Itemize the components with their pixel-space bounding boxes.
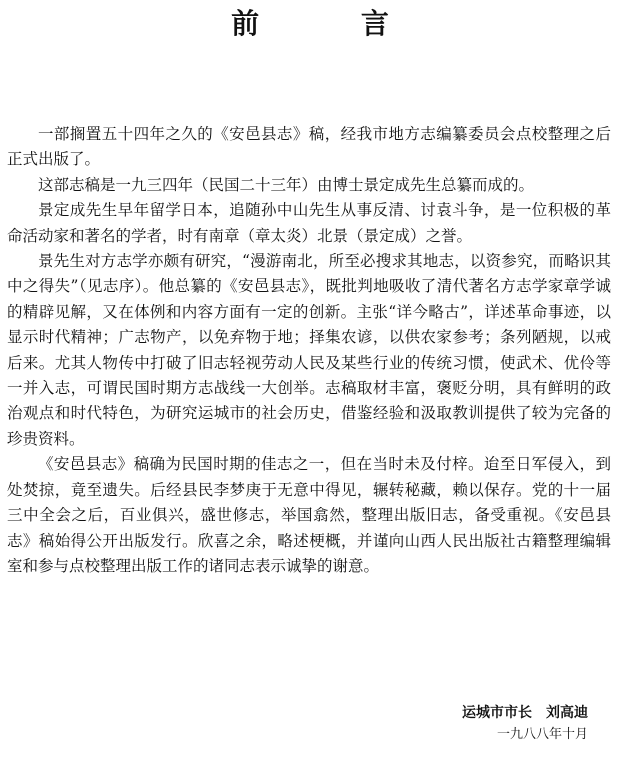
signature-name: 刘高迪	[546, 705, 588, 721]
paragraph: 景定成先生早年留学日本，追随孙中山先生从事反清、讨袁斗争，是一位积极的革命活动家和著名的学者，时有南章（章太炎）北景（景定成）之誉。	[7, 201, 611, 245]
signature-position: 运城市市长	[462, 705, 532, 721]
paragraph: 一部搁置五十四年之久的《安邑县志》稿，经我市地方志编纂委员会点校整理之后正式出版了。	[7, 125, 611, 169]
paragraph: 《安邑县志》稿确为民国时期的佳志之一，但在当时未及付梓。迨至日军侵入，到处焚掠，竟至遗失。后经县民李梦庚于无意中得见，辗转秘藏，赖以保存。党的十一届三中全会之后，百业俱兴，盛世修志，举国翕然，整理出版旧志，备受重视。《安邑县志》稿始得公开出版发行。欣喜之余，略述梗概，并谨向山西人民出版社古籍整理编辑室和参与点校整理出版工作的诸同志表示诚挚的谢意。	[7, 455, 611, 575]
preface-body	[7, 122, 611, 579]
paragraph: 景先生对方志学亦颇有研究，“漫游南北，所至必搜求其地志，以资参究，而略识其中之得失”（见志序）。他总纂的《安邑县志》，既批判地吸收了清代著名方志学家章学诚的精辟见解，又在体例和内容方面有一定的创新。主张“详今略古”，详述革命事迹，以显示时代精神；广志物产，以免弃物于地；择集农谚，以供农家参考；条列陋规，以戒后来。尤其人物传中打破了旧志轻视劳动人民及某些行业的传统习惯，使武术、优伶等一并入志，可谓民国时期方志战线一大创举。志稿取材丰富，褒贬分明，具有鲜明的政治观点和时代特色，为研究运城市的社会历史，借鉴经验和汲取教训提供了较为完备的珍贵资料。	[7, 252, 611, 448]
paragraph: 这部志稿是一九三四年（民国二十三年）由博士景定成先生总纂而成的。	[38, 175, 535, 194]
page-title: 前 言	[231, 7, 435, 40]
signature-line	[462, 703, 588, 723]
signature-date: 一九八八年十月	[496, 727, 588, 742]
